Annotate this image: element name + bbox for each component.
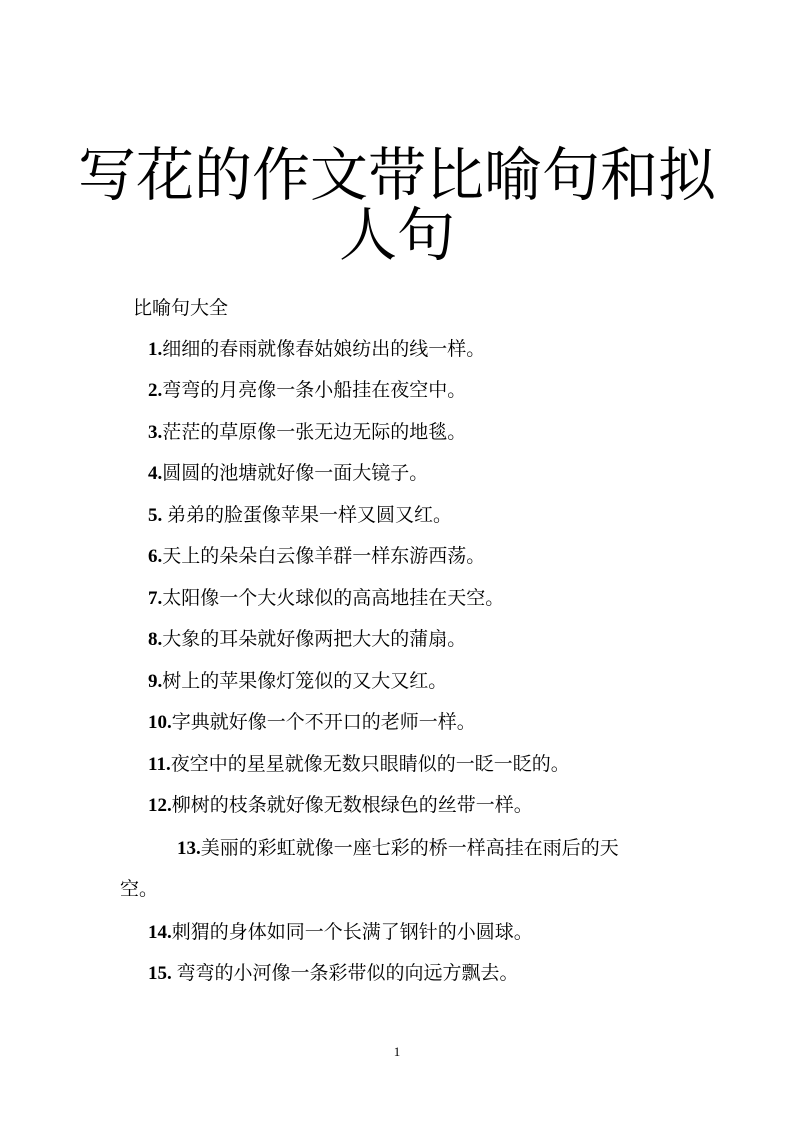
item-number: 8.: [148, 629, 163, 650]
item-text: 细细的春雨就像春姑娘纺出的线一样。: [162, 338, 486, 360]
item-text: 圆圆的池塘就好像一面大镜子。: [162, 462, 429, 484]
list-item: [148, 337, 485, 362]
list-item: [148, 961, 519, 986]
item-number: 10.: [148, 712, 172, 733]
item-text: 美丽的彩虹就像一座七彩的桥一样高挂在雨后的天: [200, 837, 619, 859]
list-item: [148, 461, 428, 486]
item-number: 4.: [148, 463, 163, 484]
item-number: 15.: [148, 963, 177, 984]
item-text: 柳树的枝条就好像无数根绿色的丝带一样。: [171, 794, 533, 816]
document-title-line-1: 写花的作文带比喻句和拟: [77, 141, 716, 209]
item-text: 夜空中的星星就像无数只眼睛似的一眨一眨的。: [170, 753, 570, 775]
item-text: 刺猬的身体如同一个长满了钢针的小圆球。: [171, 921, 533, 943]
item-text: 茫茫的草原像一张无边无际的地毯。: [162, 421, 467, 443]
item-text: 太阳像一个大火球似的高高地挂在天空。: [162, 587, 505, 609]
list-item: [148, 793, 533, 818]
item-number: 7.: [148, 588, 163, 609]
item-number: 14.: [148, 922, 172, 943]
list-item: [148, 544, 485, 569]
list-item: [148, 920, 533, 945]
item-text: 弯弯的小河像一条彩带似的向远方飘去。: [176, 962, 519, 984]
item-number: 3.: [148, 422, 163, 443]
item-number: 13.: [177, 838, 201, 859]
item-number: 12.: [148, 795, 172, 816]
item-number: 1.: [148, 339, 163, 360]
list-item: [148, 503, 452, 528]
item-number: 6.: [148, 546, 163, 567]
page-number: 1: [393, 1044, 401, 1059]
item-text-continuation: 空。: [120, 878, 159, 900]
list-item: [148, 752, 570, 777]
list-item: [148, 669, 447, 694]
list-item: [177, 836, 619, 861]
item-text: 弯弯的月亮像一条小船挂在夜空中。: [162, 379, 467, 401]
list-item: [148, 627, 466, 652]
item-number: 9.: [148, 671, 163, 692]
item-number: 2.: [148, 380, 163, 401]
list-item: [148, 710, 476, 735]
item-text: 字典就好像一个不开口的老师一样。: [171, 711, 476, 733]
item-text: 弟弟的脸蛋像苹果一样又圆又红。: [167, 504, 453, 526]
item-text: 树上的苹果像灯笼似的又大又红。: [162, 670, 448, 692]
list-item: [148, 420, 466, 445]
item-number: 5.: [148, 505, 167, 526]
list-item: [148, 378, 466, 403]
item-text: 大象的耳朵就好像两把大大的蒲扇。: [162, 628, 467, 650]
item-number: 11.: [148, 754, 171, 775]
section-heading: 比喻句大全: [133, 297, 229, 319]
item-text: 天上的朵朵白云像羊群一样东游西荡。: [162, 545, 486, 567]
list-item: [148, 586, 504, 611]
document-title-line-2: 人句: [338, 201, 455, 269]
